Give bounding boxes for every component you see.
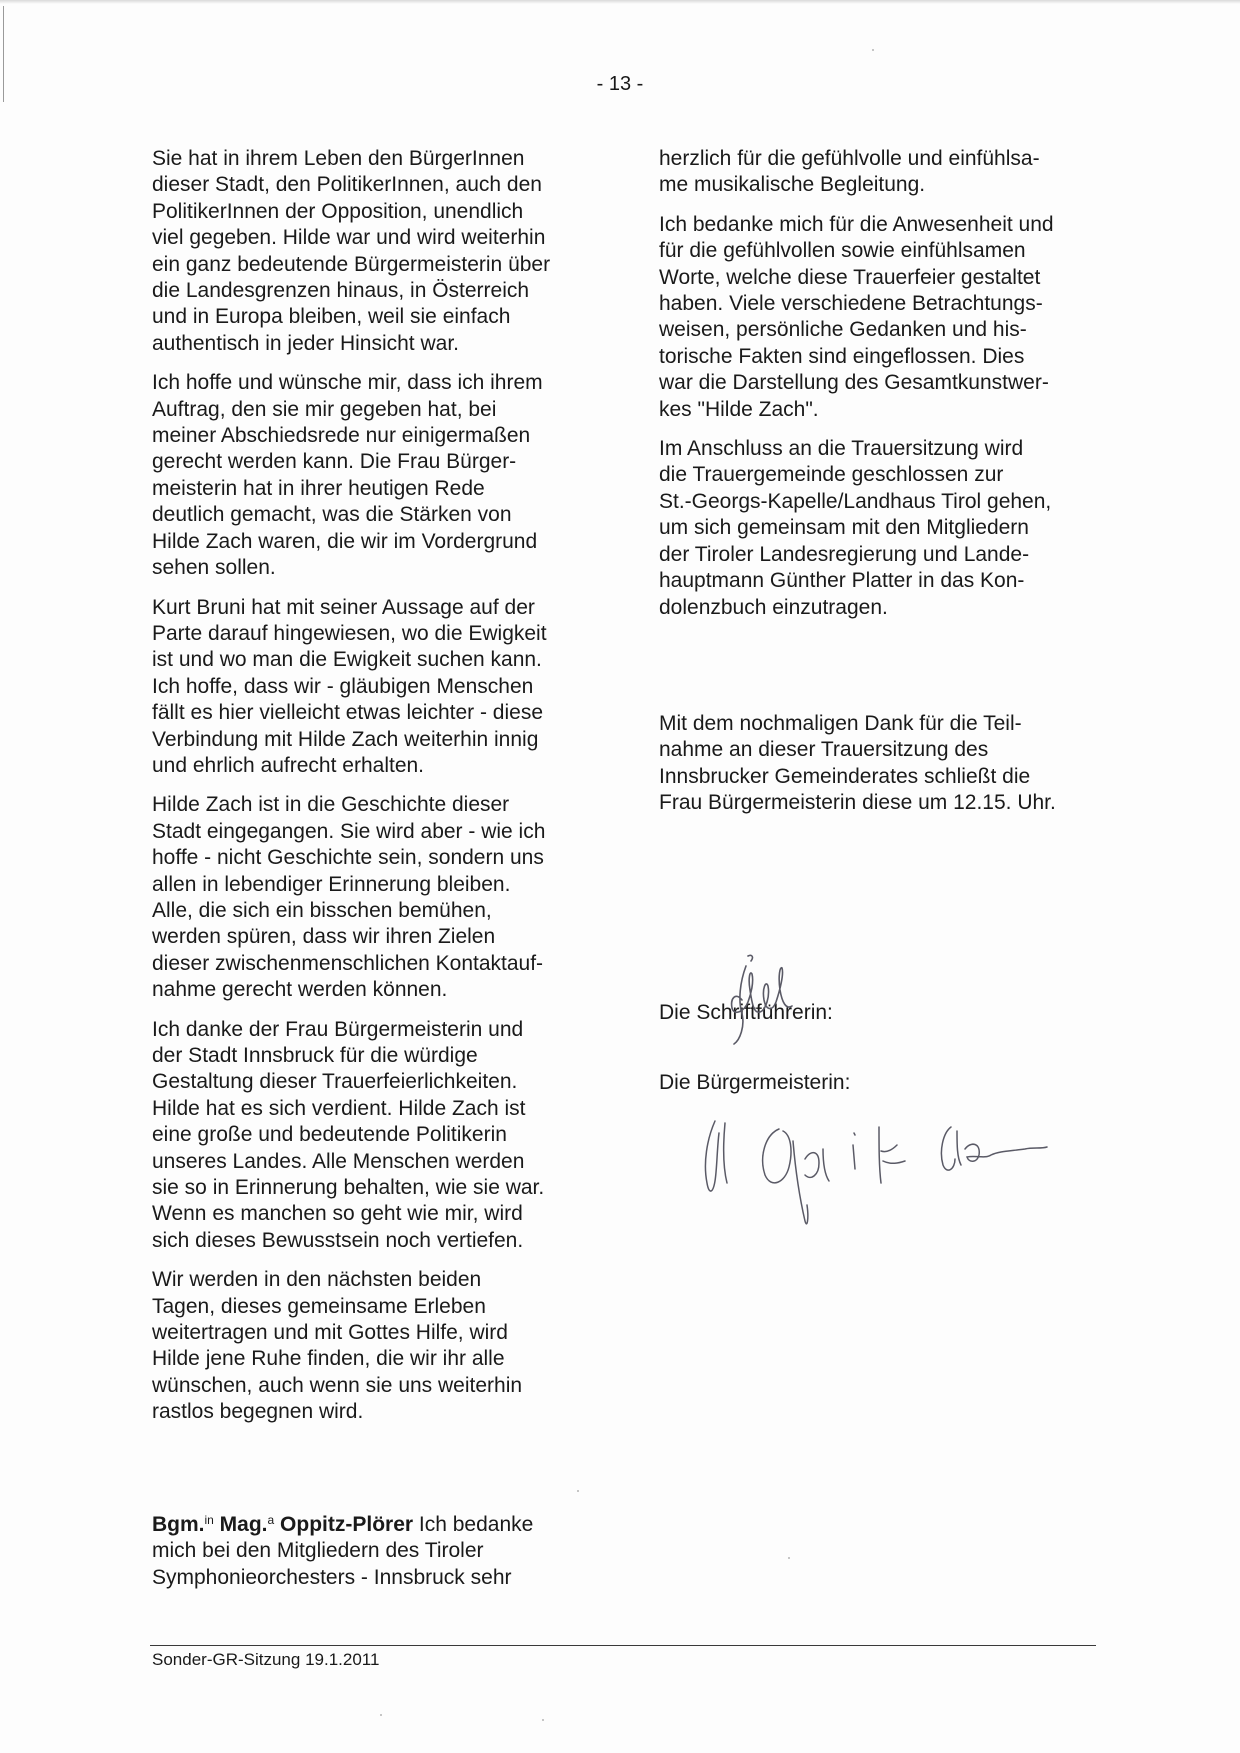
- text-line: für die gefühlvollen sowie einfühlsamen: [659, 239, 1026, 263]
- footer-rule: [150, 1645, 1096, 1646]
- footer-text: Sonder-GR-Sitzung 19.1.2011: [152, 1650, 380, 1669]
- text-line: Alle, die sich ein bisschen bemühen,: [152, 898, 492, 922]
- page-number: - 13 -: [596, 73, 644, 95]
- text-line: meiner Abschiedsrede nur einigermaßen: [152, 424, 531, 448]
- paragraph: [152, 1267, 612, 1425]
- paragraph: [152, 792, 612, 1003]
- text-line: die Trauergemeinde geschlossen zur: [659, 463, 1004, 487]
- text-line: Frau Bürgermeisterin diese um 12.15. Uhr.: [659, 791, 1056, 815]
- text-line: Sie hat in ihrem Leben den BürgerInnen: [152, 147, 525, 170]
- text-line: Ich hoffe und wünsche mir, dass ich ihrem: [152, 371, 543, 395]
- text-line: viel gegeben. Hilde war und wird weiterhin: [152, 226, 546, 250]
- text-line: St.-Georgs-Kapelle/Landhaus Tirol gehen,: [659, 489, 1052, 513]
- speaker-title-2: Mag.: [213, 1513, 268, 1536]
- scan-edge-top: [0, 0, 1240, 4]
- closing-paragraph: [659, 711, 1119, 817]
- scan-speck: [380, 1714, 382, 1716]
- mayor-signature: [693, 1105, 1073, 1245]
- text-line: Ich danke der Frau Bürgermeisterin und: [152, 1017, 524, 1041]
- text-line: Tagen, dieses gemeinsame Erleben: [152, 1294, 486, 1318]
- text-line: unseres Landes. Alle Menschen werden: [152, 1149, 525, 1173]
- text-line: Hilde Zach ist in die Geschichte dieser: [152, 793, 510, 817]
- text-line: me musikalische Begleitung.: [659, 173, 926, 197]
- right-column: [659, 146, 1119, 634]
- text-line: meisterin hat in ihrer heutigen Rede: [152, 476, 485, 500]
- text-line: Gestaltung dieser Trauerfeierlichkeiten.: [152, 1070, 518, 1094]
- text-line: Hilde jene Ruhe finden, die wir ihr alle: [152, 1347, 505, 1371]
- text-line: gerecht werden kann. Die Frau Bürger-: [152, 450, 517, 474]
- text-line: Verbindung mit Hilde Zach weiterhin innig: [152, 727, 539, 751]
- text-line: dieser zwischenmenschlichen Kontaktauf-: [152, 951, 544, 975]
- text-line: um sich gemeinsam mit den Mitgliedern: [659, 516, 1029, 540]
- text-line: Innsbrucker Gemeinderates schließt die: [659, 764, 1031, 788]
- text-line: hoffe - nicht Geschichte sein, sondern uns: [152, 846, 544, 870]
- text-line: der Stadt Innsbruck für die würdige: [152, 1044, 478, 1067]
- text-line: dolenzbuch einzutragen.: [659, 595, 888, 619]
- text-line: hauptmann Günther Platter in das Kon-: [659, 569, 1025, 593]
- speaker-text: Ich bedanke: [413, 1513, 534, 1536]
- text-line: haben. Viele verschiedene Betrachtungs-: [659, 292, 1043, 316]
- text-line: authentisch in jeder Hinsicht war.: [152, 331, 459, 355]
- speaker-line: [152, 1512, 612, 1538]
- speaker-line: Symphonieorchesters - Innsbruck sehr: [152, 1565, 512, 1589]
- text-line: Parte darauf hingewiesen, wo die Ewigkeit: [152, 621, 547, 645]
- paragraph: [659, 436, 1119, 621]
- left-column: [152, 146, 612, 1439]
- paragraph: [152, 1017, 612, 1255]
- text-line: wünschen, auch wenn sie uns weiterhin: [152, 1373, 523, 1397]
- text-line: Auftrag, den sie mir gegeben hat, bei: [152, 397, 497, 421]
- scan-edge-left: [3, 6, 4, 102]
- text-line: Kurt Bruni hat mit seiner Aussage auf der: [152, 595, 535, 619]
- text-line: Worte, welche diese Trauerfeier gestaltet: [659, 265, 1041, 289]
- text-line: Stadt eingegangen. Sie wird aber - wie ich: [152, 819, 546, 843]
- text-line: eine große und bedeutende Politikerin: [152, 1123, 507, 1147]
- text-line: nahme an dieser Trauersitzung des: [659, 738, 989, 762]
- text-line: PolitikerInnen der Opposition, unendlich: [152, 199, 524, 223]
- text-line: deutlich gemacht, was die Stärken von: [152, 503, 512, 527]
- text-line: weitertragen und mit Gottes Hilfe, wird: [152, 1321, 508, 1345]
- text-line: Hilde Zach waren, die wir im Vordergrund: [152, 529, 538, 553]
- secretary-signature: [718, 952, 808, 1047]
- text-line: und ehrlich aufrecht erhalten.: [152, 753, 425, 777]
- paragraph: [659, 212, 1119, 423]
- text-line: ist und wo man die Ewigkeit suchen kann.: [152, 648, 542, 672]
- scan-speck: [788, 1557, 790, 1559]
- text-line: fällt es hier vielleicht etwas leichter - diese: [152, 701, 544, 725]
- text-line: kes "Hilde Zach".: [659, 397, 819, 421]
- paragraph: [152, 146, 612, 357]
- text-line: dieser Stadt, den PolitikerInnen, auch den: [152, 173, 542, 197]
- text-line: nahme gerecht werden können.: [152, 978, 448, 1002]
- text-line: allen in lebendiger Erinnerung bleiben.: [152, 872, 511, 896]
- text-line: sehen sollen.: [152, 556, 276, 580]
- speaker-title-1-sup: in: [204, 1513, 214, 1527]
- text-line: der Tiroler Landesregierung und Lande-: [659, 542, 1030, 566]
- secretary-signature-label: Die Schriftführerin:: [659, 1001, 833, 1024]
- speaker-title-2-sup: a: [267, 1513, 275, 1527]
- text-line: Ich bedanke mich für die Anwesenheit und: [659, 212, 1054, 236]
- speaker-name: Oppitz-Plörer: [274, 1513, 414, 1536]
- text-line: torische Fakten sind eingeflossen. Dies: [659, 344, 1025, 368]
- paragraph: [152, 370, 612, 581]
- speaker-line: mich bei den Mitgliedern des Tiroler: [152, 1539, 484, 1563]
- text-line: rastlos begegnen wird.: [152, 1400, 364, 1424]
- scan-speck: [872, 49, 874, 51]
- text-line: herzlich für die gefühlvolle und einfühlsa-: [659, 147, 1040, 170]
- text-line: Wenn es manchen so geht wie mir, wird: [152, 1202, 523, 1226]
- text-line: Wir werden in den nächsten beiden: [152, 1268, 482, 1292]
- text-line: die Landesgrenzen hinaus, in Österreich: [152, 279, 530, 303]
- text-line: ein ganz bedeutende Bürgermeisterin über: [152, 252, 551, 276]
- speaker-title-1: Bgm.: [152, 1513, 205, 1536]
- scan-speck: [577, 1490, 579, 1492]
- text-line: werden spüren, dass wir ihren Zielen: [152, 925, 496, 949]
- paragraph: [659, 146, 1119, 199]
- scan-speck: [542, 1719, 544, 1721]
- text-line: Ich hoffe, dass wir - gläubigen Menschen: [152, 674, 534, 698]
- text-line: sich dieses Bewusstsein noch vertiefen.: [152, 1228, 524, 1252]
- paragraph: [152, 595, 612, 780]
- text-line: und in Europa bleiben, weil sie einfach: [152, 305, 511, 329]
- text-line: weisen, persönliche Gedanken und his-: [659, 318, 1027, 342]
- text-line: Hilde hat es sich verdient. Hilde Zach ist: [152, 1096, 526, 1120]
- text-line: sie so in Erinnerung behalten, wie sie war.: [152, 1176, 545, 1200]
- text-line: Im Anschluss an die Trauersitzung wird: [659, 437, 1024, 461]
- mayor-signature-label: Die Bürgermeisterin:: [659, 1071, 851, 1094]
- text-line: Mit dem nochmaligen Dank für die Teil-: [659, 712, 1022, 735]
- speaker-paragraph: [152, 1512, 612, 1591]
- text-line: war die Darstellung des Gesamtkunstwer-: [659, 371, 1049, 395]
